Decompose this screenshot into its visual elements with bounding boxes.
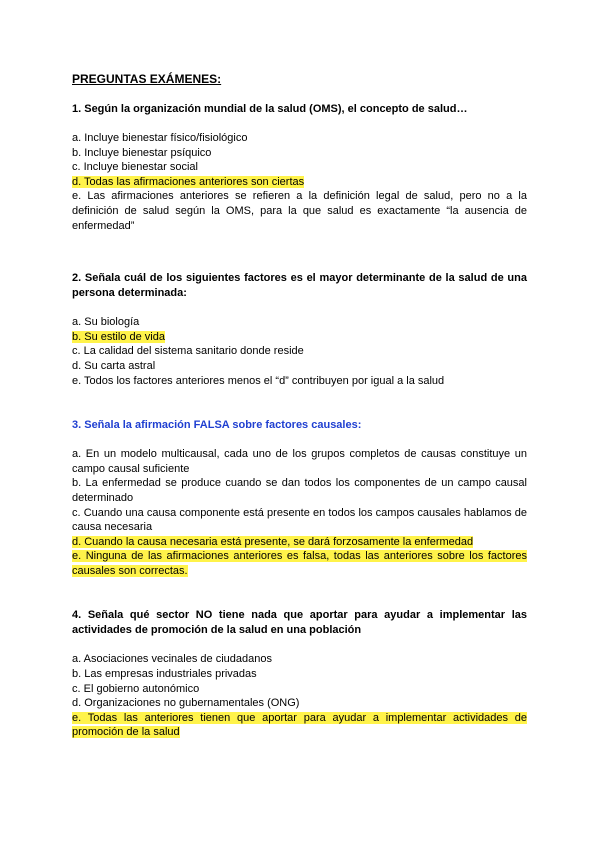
option-2c: c. La calidad del sistema sanitario donde reside	[72, 345, 304, 358]
page-title: PREGUNTAS EXÁMENES:	[72, 72, 222, 86]
question-block-1	[72, 102, 527, 233]
question-4-text: 4. Señala qué sector NO tiene nada que aportar para ayudar a implementar las actividades de promoción de la salud en una población	[72, 609, 527, 637]
question-2-text: 2. Señala cuál de los siguientes factores es el mayor determinante de la salud de una persona determinada:	[72, 272, 527, 300]
option-1e: e. Las afirmaciones anteriores se refieren a la definición legal de salud, pero no a la definición de salud según la OMS, para la que salud es exactamente “la ausencia de enfermedad”	[72, 190, 527, 232]
question-2-options	[72, 315, 527, 388]
option-4e: e. Todas las anteriores tienen que aportar para ayudar a implementar actividades de promoción de la salud	[72, 711, 527, 739]
question-block-3	[72, 418, 527, 578]
option-1b: b. Incluye bienestar psíquico	[72, 146, 212, 159]
option-3b: b. La enfermedad se produce cuando se dan todos los componentes de un campo causal determinado	[72, 477, 527, 504]
option-2e: e. Todos los factores anteriores menos el “d” contribuyen por igual a la salud	[72, 374, 445, 387]
option-2a: a. Su biología	[72, 316, 140, 329]
option-1c: c. Incluye bienestar social	[72, 161, 198, 174]
option-4b: b. Las empresas industriales privadas	[72, 668, 257, 681]
question-block-4	[72, 608, 527, 740]
question-1-text: 1. Según la organización mundial de la salud (OMS), el concepto de salud…	[72, 103, 468, 115]
question-3-text: 3. Señala la afirmación FALSA sobre factores causales:	[72, 419, 362, 432]
option-4c: c. El gobierno autonómico	[72, 682, 200, 695]
option-2b: b. Su estilo de vida	[72, 330, 165, 343]
option-1d: d. Todas las afirmaciones anteriores son ciertas	[72, 175, 305, 188]
option-4d: d. Organizaciones no gubernamentales (ONG)	[72, 697, 300, 710]
option-3c: c. Cuando una causa componente está presente en todos los campos causales hablamos de causa necesaria	[72, 506, 527, 534]
question-3-options	[72, 447, 527, 578]
document-page	[72, 72, 527, 770]
option-3d: d. Cuando la causa necesaria está presente, se dará forzosamente la enfermedad	[72, 535, 474, 548]
option-3a: a. En un modelo multicausal, cada uno de los grupos completos de causas constituye un campo causal suficiente	[72, 448, 527, 475]
option-1a: a. Incluye bienestar físico/fisiológico	[72, 132, 248, 144]
question-block-2	[72, 271, 527, 388]
question-4-options	[72, 652, 527, 740]
option-2d: d. Su carta astral	[72, 359, 156, 372]
option-4a: a. Asociaciones vecinales de ciudadanos	[72, 653, 272, 666]
question-1-options	[72, 131, 527, 233]
option-3e: e. Ninguna de las afirmaciones anteriores es falsa, todas las anteriores sobre los factores causales son correctas.	[72, 550, 527, 577]
